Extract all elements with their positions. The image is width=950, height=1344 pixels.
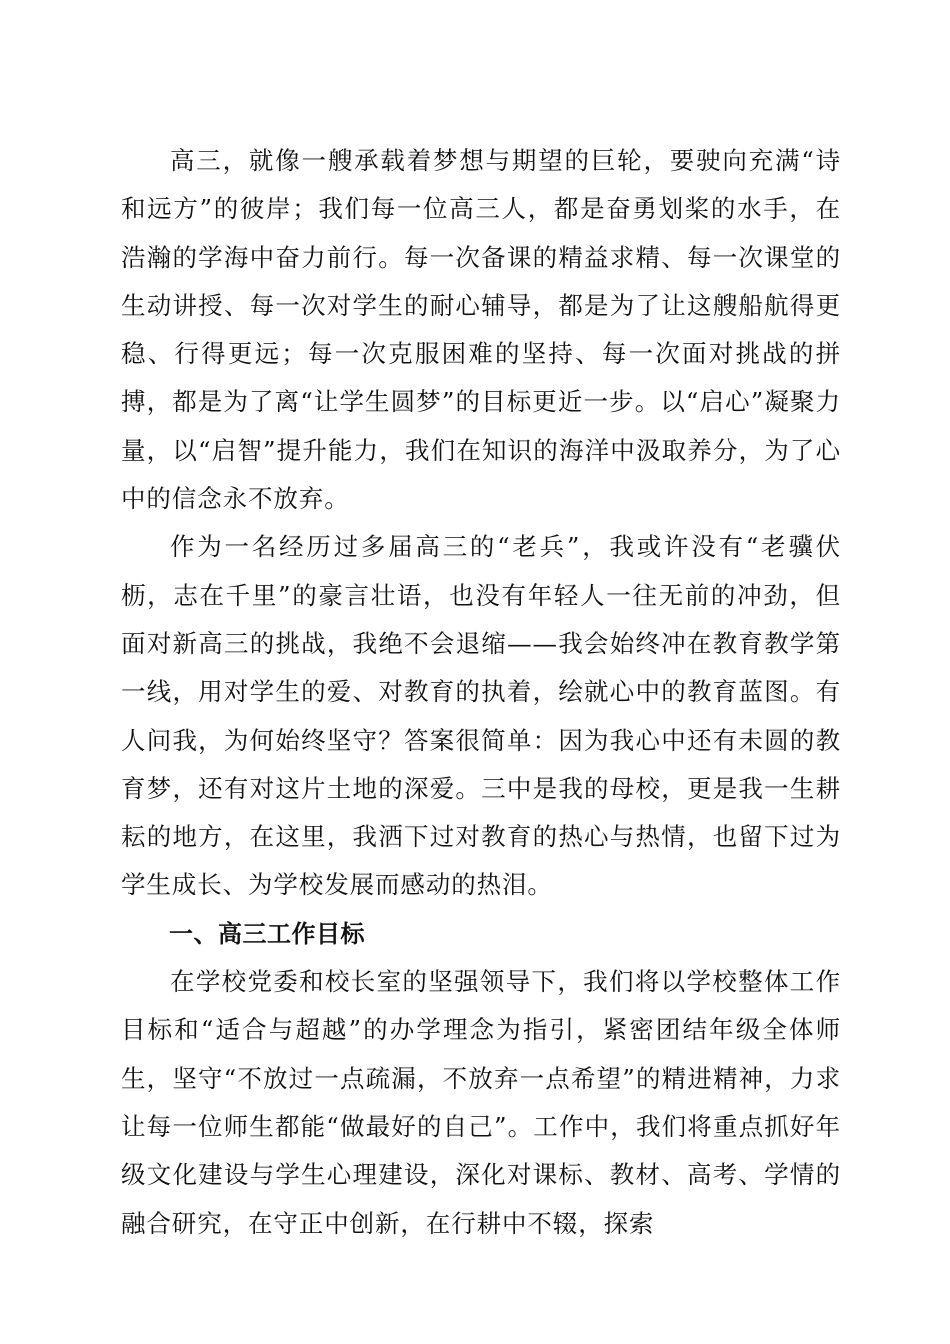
section-heading: 一、高三工作目标	[169, 919, 365, 948]
paragraph-veteran: 作为一名经历过多届高三的“老兵”，我或许没有“老骥伏枥，志在千里”的豪言壮语，也没有年轻人一往无前的冲劲，但面对新高三的挑战，我绝不会退缩——我会始终冲在教育教学第一线，用对学生的爱、对教育的执着，绘就心中的教育蓝图。有人问我，为何始终坚守？答案很简单：因为我心中还有未圆的教育梦，还有对这片土地的深爱。三中是我的母校，更是我一生耕耘的地方，在这里，我洒下过对教育的热心与热情，也留下过为学生成长、为学校发展而感动的热泪。	[121, 532, 841, 900]
paragraph-intro: 高三，就像一艘承载着梦想与期望的巨轮，要驶向充满“诗和远方”的彼岸；我们每一位高三人，都是奋勇划桨的水手，在浩瀚的学海中奋力前行。每一次备课的精益求精、每一次课堂的生动讲授、每一次对学生的耐心辅导，都是为了让这艘船航得更稳、行得更远；每一次克服困难的坚持、每一次面对挑战的拼搏，都是为了离“让学生圆梦”的目标更近一步。以“启心”凝聚力量，以“启智”提升能力，我们在知识的海洋中汲取养分，为了心中的信念永不放弃。	[121, 146, 841, 514]
document-body	[121, 137, 841, 1248]
paragraph-goals: 在学校党委和校长室的坚强领导下，我们将以学校整体工作目标和“适合与超越”的办学理念为指引，紧密团结年级全体师生，坚守“不放过一点疏漏，不放弃一点希望”的精进精神，力求让每一位师生都能“做最好的自己”。工作中，我们将重点抓好年级文化建设与学生心理建设，深化对课标、教材、高考、学情的融合研究，在守正中创新，在行耕中不辍，探索	[121, 967, 841, 1238]
